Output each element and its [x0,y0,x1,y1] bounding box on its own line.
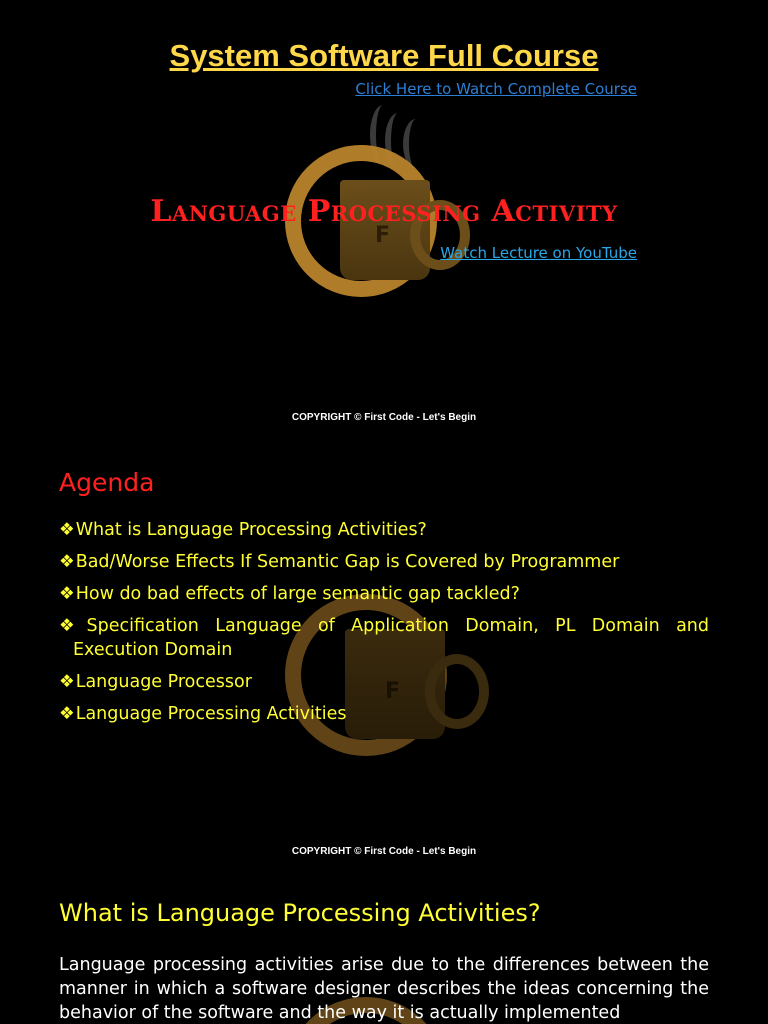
diamond-bullet-icon: ❖ [59,616,86,636]
title-slide [0,0,768,434]
diamond-bullet-icon: ❖ [59,520,75,540]
diamond-bullet-icon: ❖ [59,552,75,572]
diamond-bullet-icon: ❖ [59,672,75,692]
copyright-notice: COPYRIGHT © First Code - Let's Begin [291,846,477,857]
diamond-bullet-icon: ❖ [59,704,75,724]
diamond-bullet-icon: ❖ [59,584,75,604]
section-heading: What is Language Processing Activities? [59,899,541,927]
agenda-list [59,518,709,734]
coffee-mug-icon: F [285,105,465,285]
watch-course-link[interactable]: Click Here to Watch Complete Course [355,80,637,98]
agenda-item: ❖How do bad effects of large semantic gap tackled? [59,584,520,604]
agenda-item: ❖Language Processor [59,672,252,692]
watch-youtube-link[interactable]: Watch Lecture on YouTube [440,244,637,262]
course-title: System Software Full Course [169,38,599,73]
agenda-slide [0,434,768,867]
agenda-item: ❖Bad/Worse Effects If Semantic Gap is Covered by Programmer [59,552,620,572]
coffee-mug-watermark-icon: F [285,544,485,764]
content-slide [0,867,768,1024]
agenda-item: ❖What is Language Processing Activities? [59,520,427,540]
agenda-heading: Agenda [59,468,155,497]
agenda-item: ❖Specification Language of Application Domain, PL Domain and Execution Domain [59,616,709,660]
slide-title: Language Processing Activity [150,194,618,229]
agenda-item: ❖Language Processing Activities [59,704,347,724]
copyright-notice: COPYRIGHT © First Code - Let's Begin [291,412,477,423]
section-paragraph: Language processing activities arise due to the differences between the manner in which a software designer describes the ideas concerning the behavior of the software and the way it is actually implemented [59,955,709,1023]
